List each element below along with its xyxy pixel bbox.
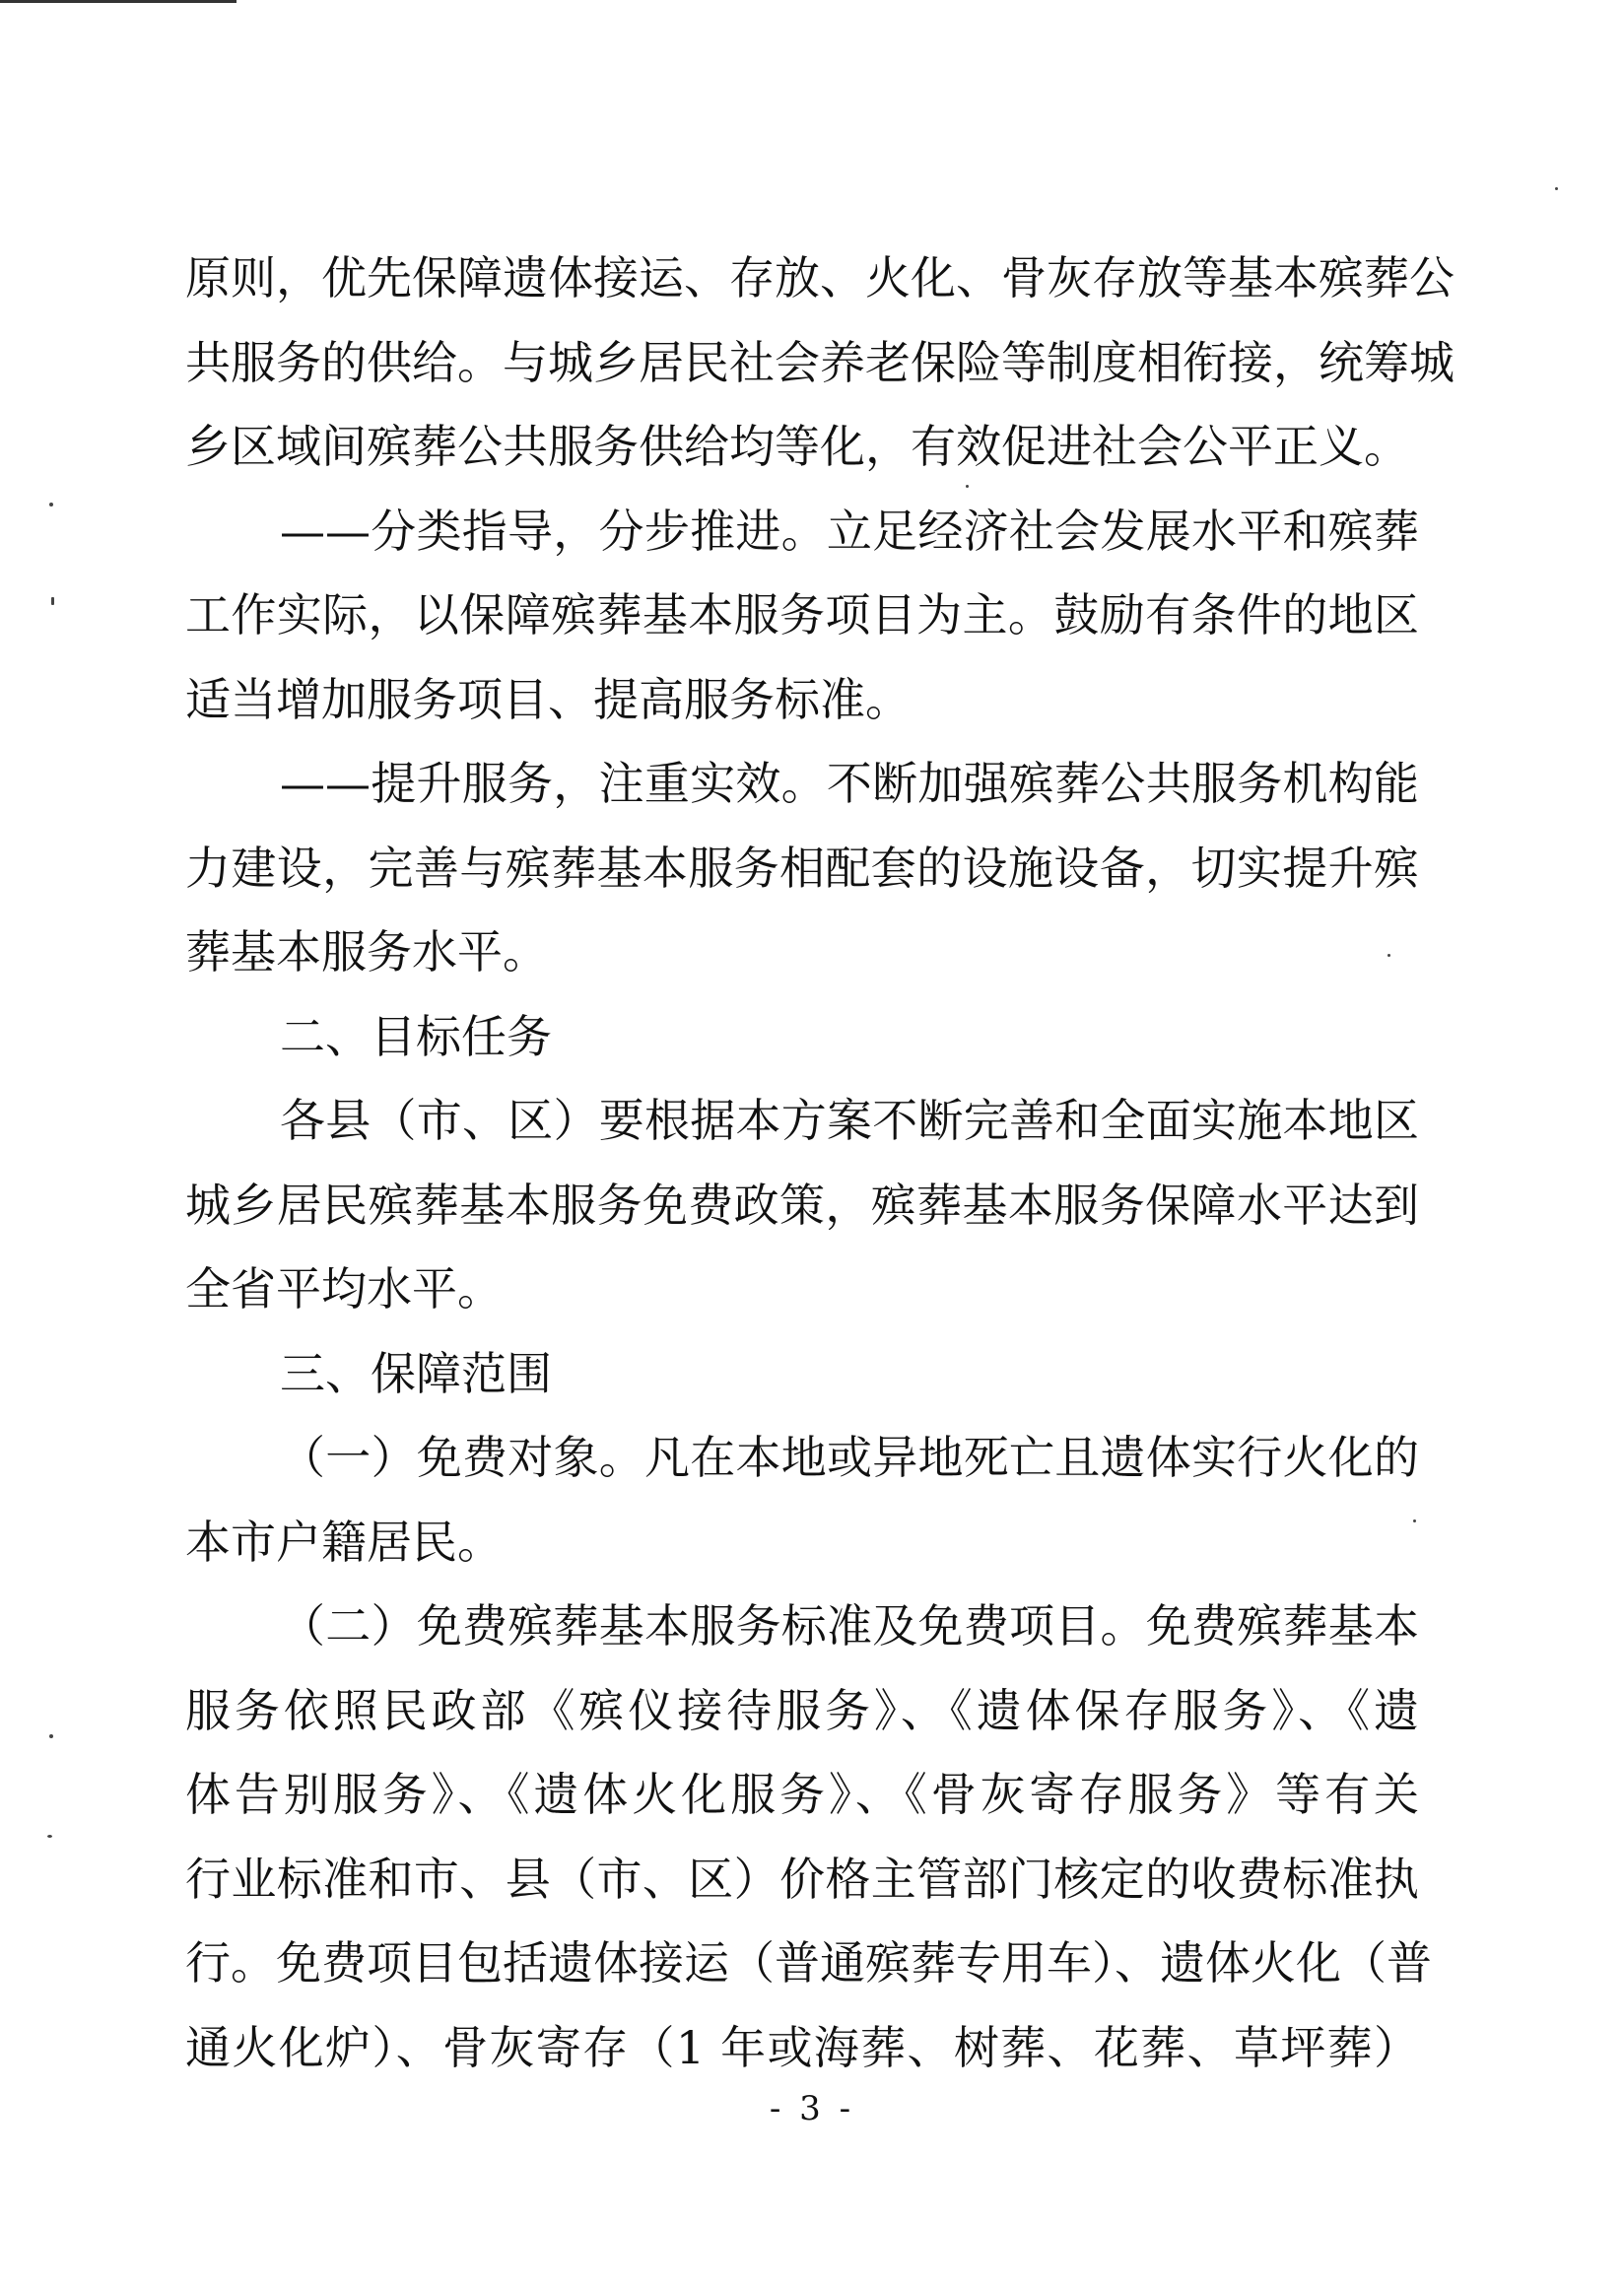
paragraph-line: 行。免费项目包括遗体接运（普通殡葬专用车）、遗体火化（普: [185, 1936, 1432, 1990]
paragraph-line: 通火化炉）、骨灰寄存（1 年或海葬、树葬、花葬、草坪葬）: [185, 2020, 1419, 2074]
document-body: [185, 236, 1455, 2090]
scan-speck: [966, 485, 969, 488]
paragraph-line: 共服务的供给。与城乡居民社会养老保险等制度相衔接，统筹城: [185, 335, 1455, 389]
paragraph-line: （一）免费对象。凡在本地或异地死亡且遗体实行火化的: [280, 1431, 1419, 1484]
scan-speck: [49, 503, 53, 506]
section-heading: 二、目标任务: [280, 1009, 552, 1063]
paragraph-line: ——分类指导，分步推进。立足经济社会发展水平和殡葬: [280, 504, 1419, 558]
scan-speck: [1555, 187, 1558, 190]
paragraph-line: 体告别服务》、《遗体火化服务》、《骨灰寄存服务》等有关: [185, 1768, 1419, 1821]
paragraph-line: 行业标准和市、县（市、区）价格主管部门核定的收费标准执: [185, 1852, 1419, 1906]
paragraph-line: 工作实际，以保障殡葬基本服务项目为主。鼓励有条件的地区: [185, 588, 1419, 641]
paragraph-line: 服务依照民政部《殡仪接待服务》、《遗体保存服务》、《遗: [185, 1683, 1419, 1737]
page-number: - 3 -: [769, 2089, 855, 2128]
paragraph-line: 城乡居民殡葬基本服务免费政策，殡葬基本服务保障水平达到: [185, 1178, 1419, 1232]
paragraph-line: 乡区域间殡葬公共服务供给均等化，有效促进社会公平正义。: [185, 420, 1409, 473]
paragraph-line: 各县（市、区）要根据本方案不断完善和全面实施本地区: [280, 1094, 1419, 1147]
paragraph-line: （二）免费殡葬基本服务标准及免费项目。免费殡葬基本: [280, 1599, 1419, 1653]
paragraph-line: 全省平均水平。: [185, 1262, 503, 1316]
paragraph-line: 葬基本服务水平。: [185, 925, 548, 978]
scan-speck: [1413, 1519, 1416, 1522]
paragraph-line: ——提升服务，注重实效。不断加强殡葬公共服务机构能: [280, 757, 1419, 810]
paragraph-line: 本市户籍居民。: [185, 1515, 503, 1569]
top-rule: [0, 0, 237, 3]
scan-speck: [49, 1734, 53, 1738]
paragraph-line: 原则，优先保障遗体接运、存放、火化、骨灰存放等基本殡葬公: [185, 251, 1455, 304]
scan-speck: [1387, 954, 1390, 957]
scan-speck: [47, 1835, 52, 1838]
paragraph-line: 适当增加服务项目、提高服务标准。: [185, 672, 911, 726]
section-heading: 三、保障范围: [280, 1346, 552, 1400]
scan-speck: [51, 597, 54, 605]
paragraph-line: 力建设，完善与殡葬基本服务相配套的设施设备，切实提升殡: [185, 841, 1419, 895]
